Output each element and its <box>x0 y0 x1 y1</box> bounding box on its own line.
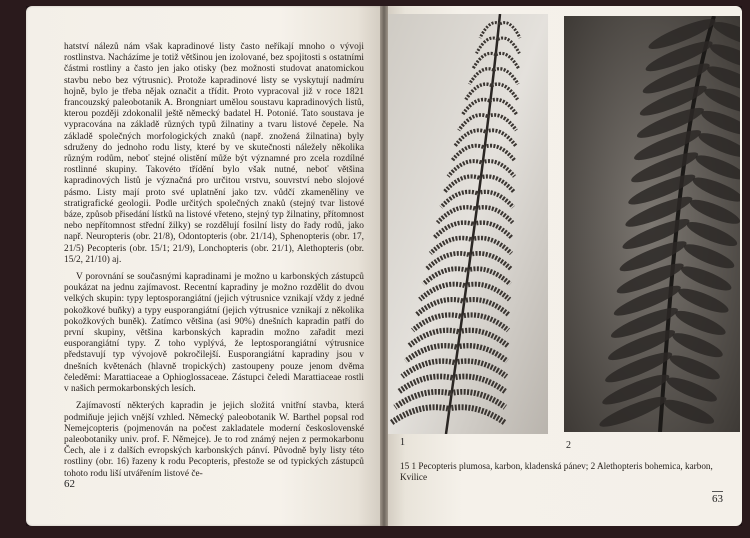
fern-fossil-photo-2 <box>564 16 740 432</box>
page-number-left: 62 <box>64 478 75 490</box>
book-gutter <box>380 6 388 526</box>
paragraph: hatství nálezů nám však kapradinové listy často neříkají mnoho o vývoji rostlinstva. Nacházíme je totiž většinou jen izolované, bez spojitosti s ostatními částmi rostliny a často jen jako otisky (bez možnosti studovat anatomickou stavbu nebo bez výtrusnic). Protože kapradinové listy se vyskytují nadmíru hojně, bylo je třeba nějak označit a třídit. Proto vypracoval již v roce 1821 francouzský paleobotanik A. Brongniart umělou soustavu kapradinových listů, kterou později zdokonalil ještě německý badatel H. Potonié. Tato soustava je vypracována na základě různých typů žilnatiny a tvaru listové čepele. Na základě společných morfologických znaků (např. znožená žilnatina) byly sdruženy do jednoho rodu listy, které by ve skutečnosti náležely několika různým rodům, neboť stejné olistění může být významné pro zcela rozdílné rostlinné skupiny. Takovéto třídění bylo však nutné, neboť většina kapradinových listů je význačná pro určitou vrstvu, souvrství nebo slojové pásmo. Listy mají proto své uplatnění jako tzv. vůdčí zkameněliny ve stratigrafické geologii. Podle určitých společných znaků (stejný tvar listové báze, způsob přisedání lístků na listové vřeteno, stejný typ žilnatiny, přítomnost nebo nepřítomnost střední žilky) se rozdělují fosilní listy do řady rodů, jako např. Neuropteris (obr. 21/8), Odontopteris (obr. 21/14), Sphenopteris (obr. 17, 21/5) Pecopteris (obr. 15/1; 21/9), Lonchopteris (obr. 21/1), Alethopteris (obr. 15/2, 21/10) aj. <box>64 42 364 265</box>
figure-number-1: 1 <box>400 437 405 448</box>
paragraph: V porovnání se současnými kapradinami je možno u karbonských zástupců poukázat na jednu zajímavost. Recentní kapradiny je možno rozdělit do dvou velkých skupin: typy leptosporangiátní (jejich výtrusnice vznikají vždy z jedné pokožkové buňky) a typy eusporangiátní (jejich výtrusnice vznikají z několika pokožkových buněk). Zatímco většina (asi 90%) dnešních kapradin patří do první skupiny, většina karbonských kapradin možno zařadit mezi eusporangiátní typy. Z toho vyplývá, že leptosporangiátní výtrusnice představují typ vývojově pokročilejší. Eusporangiátní kapradiny jsou v dnešních květenách (hlavně tropických) zastoupeny pouze jenom dvěma čeleděmi: Marattiaceae a Ophioglossaceae. Zástupci čeledi Marattiaceae rostli v našich permokarbonských lesích. <box>64 272 364 395</box>
paragraph: Zajímavostí některých kapradin je jejich složitá vnitřní stavba, která podmiňuje jejich vnější vzhled. Německý paleobotanik W. Barthel popsal rod Nemejcopteris (pojmenován na počest zakladatele moderní československé paleobotaniky univ. prof. F. Němejce). Je to rod známý nejen z permokarbonu Čech, ale i z dalších evropských karbonských pánví. Původně byly listy této rostliny (obr. 16) řazeny k rodu Pecopteris, přestože se od typických zástupců tohoto rodu liší utvářením listové če- <box>64 401 364 479</box>
figure-number-2: 2 <box>566 440 571 451</box>
fern-fossil-photo-1 <box>388 14 548 434</box>
body-text <box>64 42 364 486</box>
figure-caption: 15 1 Pecopteris plumosa, karbon, kladenská pánev; 2 Alethopteris bohemica, karbon, Kvilice <box>400 461 713 482</box>
page-number-right: 63 <box>712 493 723 505</box>
